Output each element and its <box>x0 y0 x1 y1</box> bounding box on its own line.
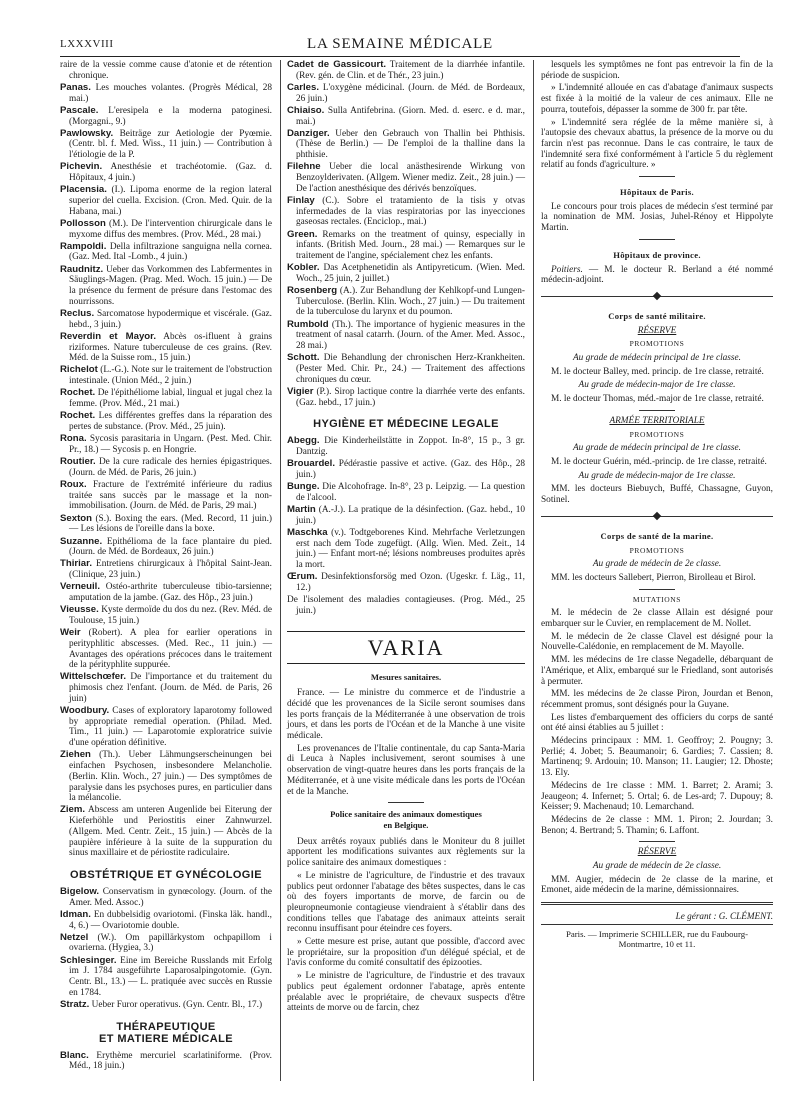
author-name: Placensia. <box>60 184 107 196</box>
bibliography-entry <box>60 242 272 263</box>
bibliography-entry <box>287 129 525 161</box>
label-mutations: MUTATIONS <box>632 594 682 604</box>
bibliography-list <box>60 1051 272 1072</box>
entry-text: Das Acetphenetidin als Antipyreticum. (Wien. Med. Woch., 25 juin, 2 juillet.) <box>296 263 526 284</box>
bibliography-entry <box>60 1051 272 1072</box>
double-rule <box>541 902 773 905</box>
bibliography-entry <box>287 230 525 262</box>
column-divider <box>533 60 534 1081</box>
city-name: Poitiers. <box>551 264 583 275</box>
entry-text: En dubbelsidig ovariotomi. (Finska läk. handl., 4, 6.) — Ovariotomie double. <box>69 909 272 931</box>
varia-heading: VARIA <box>287 631 525 664</box>
entry-text: Die Behandlung der chronischen Herz-Krankheiten. (Pester Med. Chir. Pr., 24.) — Traitement des affections chroniques du cœur. <box>296 353 525 385</box>
entry-text: L'eresipela e la moderna patoginesi. (Morgagni., 9.) <box>69 105 272 127</box>
entry-text: (Th.). The importance of hygienic measures in the treatment of nasal catarrh. (Journ. of the Amer. Med. Assoc., 28 mai.) <box>296 319 525 352</box>
label-promotions: PROMOTIONS <box>629 429 685 439</box>
bibliography-entry <box>60 83 272 104</box>
author-name: Martin <box>287 504 316 516</box>
entry-text: (S.). Boxing the ears. (Med. Record, 11 juin.) — Les lésions de l'oreille dans la boxe. <box>69 513 272 535</box>
paragraph: » Cette mesure est prise, autant que possible, d'accord avec le propriétaire, sur la proposition d'un délégué spécial, et de l'avis conforme du comité consultatif des épizooties. <box>287 937 525 969</box>
bibliography-entry <box>287 286 525 318</box>
subheading-corps-marine: Corps de santé de la marine. <box>600 530 714 541</box>
entry-text: Anesthésie et trachéotomie. (Gaz. d. Hôpitaux, 4 juin.) <box>69 162 272 184</box>
subheading-corps-militaire: Corps de santé militaire. <box>608 310 706 321</box>
bibliography-entry <box>287 320 525 352</box>
column-1 <box>60 60 272 1074</box>
bibliography-entry <box>60 933 272 954</box>
paragraph: Médecins principaux : MM. 1. Geoffroy; 2. Pougny; 3. Perlié; 4. Jobet; 5. Beaumanoir; 6. Gardies; 7. Cassien; 8. Martinenq; 9. Ardouin; 10. Manson; 11. Laugier; 12. Dhoste; 13. Ely. <box>541 736 773 779</box>
bibliography-list <box>287 60 525 408</box>
author-name: Kobler. <box>287 262 320 274</box>
entry-text: L'oxygène médicinal. (Journ. de Méd. de Bordeaux, 26 juin.) <box>296 82 525 104</box>
entry-text: Ueber die local anästhesirende Wirkung von Benzoylderivaten. (Allgem. Wiener mediz. Zeit., 28 juin.) — De l'action anesthésique des dérivés benzoïques. <box>296 162 525 194</box>
bibliography-entry <box>287 60 525 81</box>
bibliography-entry <box>287 482 525 503</box>
paragraph <box>541 265 773 286</box>
entry-text: De l'importance et du traitement du phimosis chez l'enfant. (Journ. de Méd. de Paris, 26 juin) <box>69 672 273 704</box>
entry-text: Sycosis parasitaria in Ungarn. (Pest. Med. Chir. Pr., 18.) — Sycosis p. en Hongrie. <box>69 434 272 455</box>
paragraph: M. le médecin de 2e classe Clavel est désigné pour la Nouvelle-Calédonie, en remplacement de M. Mayolle. <box>541 631 773 653</box>
entry-text: De la cure radicale des hernies épigastriques. (Journ. de Méd. de Paris, 26 juin.) <box>69 457 272 478</box>
entry-text: De l'épithéliome labial, lingual et jugal chez la femme. (Prov. Méd., 21 mai.) <box>69 388 272 410</box>
grade-heading: Au grade de médecin-major de 1re classe. <box>578 470 736 481</box>
bibliography-entry <box>60 559 272 580</box>
paragraph: Deux arrêtés royaux publiés dans le Moniteur du 8 juillet apportent les modifications suivantes aux règlements sur la police sanitaire des animaux domestiques : <box>287 836 525 869</box>
author-name: Rochet. <box>60 387 96 399</box>
entry-text: (W.). Om papillärkystom ochpapillom i ovarierna. (Hygiea, 3.) <box>69 932 272 954</box>
bibliography-entry <box>60 457 272 478</box>
author-name: Abegg. <box>287 435 320 447</box>
entry-text: Sulla Antifebrina. (Giorn. Med. d. eserc. e d. mar., mai.) <box>296 105 525 127</box>
entry-text: (L.-G.). Note sur le traitement de l'obstruction intestinale. (Union Méd., 2 juin.) <box>69 365 273 387</box>
entry-text: Ostéo-arthrite tuberculeuse tibio-tarsienne; amputation de la jambe. (Gaz. des Hôp., 23 juin.) <box>69 582 272 604</box>
bibliography-entry <box>60 365 272 386</box>
bibliography-entry <box>60 514 272 535</box>
bibliography-entry <box>60 434 272 455</box>
author-name: Rochet. <box>60 410 96 422</box>
paragraph: MM. les médecins de 2e classe Piron, Jourdan et Benon, récemment promus, sont désignés pour la Guyane. <box>541 689 773 710</box>
bibliography-entry <box>60 805 272 859</box>
author-name: Cadet de Gassicourt. <box>287 59 387 70</box>
paragraph: MM. les docteurs Sallebert, Pierron, Birolleau et Birol. <box>551 572 756 583</box>
paragraph: « Le ministre de l'agriculture, de l'industrie et des travaux publics peut ordonner l'abatage des bêtes suspectes, dans le cas où des foyers importants de morve, de farcin ou de pleuropneumonie contagieuse viendraient à s'établir dans des conditions telles que l'abatage des animaux atteints serait reconnu insuffisant pour éteindre ces foyers. <box>287 870 525 935</box>
bibliography-entry <box>287 459 525 480</box>
subheading-hopitaux-province: Hôpitaux de province. <box>613 249 701 260</box>
author-name: Richelot <box>60 364 98 376</box>
entry-text: (I.). Lipoma enorme de la region lateral superior del cuella. Excision. (Cron. Med. Quir. de la Habana, mai.) <box>69 185 273 217</box>
author-name: Brouardel. <box>287 458 335 470</box>
bibliography-entry <box>287 436 525 457</box>
author-name: Vigier <box>287 385 314 397</box>
entry-text: (v.). Todtgeborenes Kind. Mehrfache Verletzungen erst nach dem Tode zugefügt. (Allg. Wien. Med. Zeit., 14 juin.) — Enfant mort-né; lésions nombreuses produites après la mort. <box>296 527 525 571</box>
author-name: Schlesinger. <box>60 954 117 966</box>
section-heading-therapeutique: THÉRAPEUTIQUE <box>116 1020 216 1033</box>
bibliography-entry <box>60 706 272 749</box>
author-name: Reclus. <box>60 307 95 319</box>
author-name: Verneuil. <box>60 581 100 593</box>
grade-heading: Au grade de médecin principal de 1re classe. <box>573 353 741 364</box>
entry-text: Remarks on the treatment of quinsy, especially in infants. (British Med. Journ., 28 mai.) — Remarques sur le traitement de l'angine, spécialement chez les enfants. <box>296 229 525 261</box>
author-name: Ziehen <box>60 749 91 761</box>
section-heading-hygiene: HYGIÈNE ET MÉDECINE LEGALE <box>313 418 499 431</box>
bibliography-entry <box>287 353 525 385</box>
bibliography-entry <box>60 129 272 161</box>
bibliography-entry <box>60 185 272 217</box>
subheading-hopitaux-paris: Hôpitaux de Paris. <box>620 187 694 198</box>
column-divider <box>280 60 281 1081</box>
paragraph: Médecins de 1re classe : MM. 1. Barret; 2. Arami; 3. Jeaugeon; 4. Infernet; 5. Ortal; 6. de Les-ard; 7. Dupouy; 8. Keisser; 9. Machenaud; 10. Lemarchand. <box>541 780 773 813</box>
paragraph: Les provenances de l'Italie continentale, du cap Santa-Maria di Leuca à Naples inclusivement, seront soumises à une observation de vingt-quatre heures dans les ports français de la Méditerranée, et à une visite médicale dans les ports de l'Océan et de la Manche. <box>287 743 525 797</box>
entry-text: Beiträge zur Aetiologie der Pyœmie. (Centr. bl. f. Med. Wiss., 11 juin.) — Contribution à l'étiologie de la P. <box>69 128 272 161</box>
page-number: LXXXVIII <box>60 38 114 50</box>
article-body <box>287 688 525 797</box>
bibliography-entry <box>60 1000 272 1011</box>
paragraph: MM. les docteurs Biebuych, Buffé, Chassagne, Guyon, Sotinel. <box>541 484 773 506</box>
author-name: Pollosson <box>60 217 106 229</box>
author-name: Raudnitz. <box>60 263 104 275</box>
entry-text: Entretiens chirurgicaux à l'hôpital Saint-Jean. (Clinique, 23 juin.) <box>69 559 272 581</box>
bibliography-entry <box>287 83 525 104</box>
author-name: Finlay <box>287 194 315 206</box>
bibliography-entry <box>60 332 272 364</box>
column-3 <box>541 60 773 950</box>
separator-rule <box>639 239 675 240</box>
entry-text: (A.-J.). La pratique de la désinfection. (Gaz. hebd., 10 juin.) <box>296 505 525 526</box>
entry-text: De l'isolement des maladies contagieuses. (Prog. Méd., 25 juin.) <box>287 595 525 616</box>
entry-text: Die Alcohofrage. In-8°, 23 p. Leipzig. — La question de l'alcool. <box>296 482 526 503</box>
paragraph: lesquels les symptômes ne font pas entrevoir la fin de la période de suspicion. <box>541 60 773 81</box>
author-name: Pichevin. <box>60 161 103 173</box>
author-name: Carles. <box>287 81 319 93</box>
author-name: Stratz. <box>60 998 90 1010</box>
bibliography-entry <box>287 196 525 228</box>
author-name: Bunge. <box>287 481 320 493</box>
author-name: Green. <box>287 228 318 240</box>
entry-text: Sarcomatose hypodermique et viscérale. (Gaz. hebd., 3 juin.) <box>69 308 272 330</box>
entry-text: raire de la vessie comme cause d'atonie et de rétention chronique. <box>60 60 272 81</box>
paragraph: Les listes d'embarquement des officiers du corps de santé ont été ainsi établies au 5 juillet : <box>541 712 773 734</box>
subheading-belgique: en Belgique. <box>383 819 429 830</box>
paragraph: » L'indemnité sera réglée de la même manière si, à l'autopsie des chevaux abattus, la présence de la morve ou du farcin n'est pas reconnue. Dans le cas contraire, le taux de l'indemnité sera fixé conformément à l'article 5 du règlement relatif au fonds d'agriculture. » <box>541 117 773 171</box>
label-promotions: PROMOTIONS <box>629 339 685 349</box>
page-header <box>60 38 740 56</box>
author-name: Rosenberg <box>287 285 338 297</box>
author-name: Routier. <box>60 456 96 468</box>
entry-text: Les différentes greffes dans la réparation des pertes de substance. (Prov. Méd., 25 juin). <box>69 411 272 432</box>
bibliography-list <box>287 436 525 616</box>
grade-heading: Au grade de médecin de 2e classe. <box>592 559 722 570</box>
entry-text: Desinfektionsforsög med Ozon. (Ugeskr. f. Läg., 11, 12.) <box>296 572 525 593</box>
entry-text: Della infiltrazione sanguigna nella cornea. (Gaz. Med. Ital -Lomb., 4 juin.) <box>69 241 272 263</box>
separator-rule <box>639 176 675 177</box>
entry-text: Ueber Furor operativus. (Gyn. Centr. Bl., 17.) <box>91 999 263 1010</box>
entry-text: (C.). Sobre el tratamiento de la tisis y otvas infermedades de la vias respiratorias por las inyecciones gaseosas rectales. (Enciclop., mai.) <box>296 195 525 228</box>
entry-text: Conservatism in gynœcology. (Journ. of the Amer. Med. Assoc.) <box>69 886 272 908</box>
article-body <box>541 60 773 171</box>
author-name: Chiaiso. <box>287 104 325 116</box>
author-name: Schott. <box>287 352 320 364</box>
bibliography-entry <box>60 910 272 931</box>
bibliography-entry <box>60 309 272 330</box>
column-2 <box>287 60 525 1016</box>
entry-text: Kyste dermoïde du dos du nez. (Rev. Méd. de Toulouse, 15 juin.) <box>69 605 272 626</box>
label-reserve: RÉSERVE <box>637 847 677 858</box>
paragraph: M. le docteur Guérin, méd.-princip. de 1re classe, retraité. <box>551 456 767 467</box>
author-name: Vieusse. <box>60 604 99 616</box>
entry-text: (A.). Zur Behandlung der Kehlkopf-und Lungen-Tuberculose. (Berlin. Klin. Woch., 27 juin.) — Du traitement de la tuberculose du larynx et du poumon. <box>296 286 526 318</box>
entry-text: Ueber das Vorkommen des Labfermentes in Säuglings-Magen. (Prag. Med. Woch. 15 juin.) — De la présence du ferment de présure dans l'estomac des nourrissons. <box>69 264 272 307</box>
paragraph: Médecins de 2e classe : MM. 1. Piron; 2. Jourdan; 3. Benon; 4. Bertrand; 5. Thamin; 6. Laffont. <box>541 814 773 836</box>
paragraph: M. le docteur Balley, med. princip. de 1re classe, retraité. <box>551 366 764 377</box>
bibliography-entry <box>60 480 272 512</box>
header-rule <box>60 56 740 57</box>
author-name: Netzel <box>60 931 89 943</box>
bibliography-list <box>60 60 272 859</box>
bibliography-entry <box>287 387 525 408</box>
author-name: Reverdin et Mayor. <box>60 330 157 342</box>
author-name: Panas. <box>60 81 91 93</box>
grade-heading: Au grade de médecin principal de 1re classe. <box>573 443 741 454</box>
bibliography-entry <box>60 672 272 704</box>
bibliography-entry <box>287 595 525 616</box>
separator-rule <box>639 841 675 842</box>
bibliography-entry <box>287 505 525 526</box>
author-name: Maschka <box>287 526 328 538</box>
separator-rule <box>639 410 675 411</box>
bibliography-entry <box>60 750 272 804</box>
bibliography-entry <box>60 582 272 603</box>
bibliography-entry <box>60 388 272 409</box>
subheading-police-sanitaire: Police sanitaire des animaux domestiques <box>330 809 482 820</box>
separator-rule <box>639 589 675 590</box>
grade-heading: Au grade de médecin de 2e classe. <box>592 861 722 872</box>
printer-imprint <box>541 924 773 950</box>
paragraph: MM. Augier, médecin de 2e classe de la marine, et Emonet, aide médecin de la marine, démissionnaires. <box>541 874 773 896</box>
label-armee-territoriale: ARMÉE TERRITORIALE <box>609 415 705 426</box>
entry-text: (Robert). A plea for earlier operations in perityphlitic abscesses. (Med. Rec., 11 juin.) — Avantages des opérations précoces dans le traitement de la pérityphlite suppurée. <box>69 628 272 671</box>
bibliography-entry <box>60 956 272 999</box>
bibliography-entry <box>60 411 272 432</box>
article-body <box>541 608 773 836</box>
entry-text: Abscess am unteren Augenlide bei Eiterung der Kieferhöhle und Periostitis einer Zahnwurzel. (Allgem. Med. Centr. Zeit., 15 juin.) — Abcès de la paupière inférieure à la suite de la suppuration du sinus maxillaire et de périostite radiculaire. <box>69 805 273 859</box>
author-name: Thiriar. <box>60 558 92 570</box>
paragraph: MM. les médecins de 1re classe Negadelle, débarquant de l'Amérique, et Alix, embarqué sur le Friedland, sont autorisés à permuter. <box>541 655 773 687</box>
bibliography-entry <box>60 106 272 127</box>
entry-text: Fracture de l'extrémité inférieure du radius traitée sans succès par le massage et la non-immobilisation. (Journ. de Méd. de Paris, 29 mai.) <box>69 480 272 512</box>
section-heading-obstetrique: OBSTÉTRIQUE ET GYNÉCOLOGIE <box>70 868 262 881</box>
author-name: Rona. <box>60 433 87 445</box>
bibliography-entry <box>60 60 272 81</box>
paragraph-text: — M. le docteur R. Berland a été nommé médecin-adjoint. <box>541 264 773 286</box>
ornament-rule <box>541 512 773 521</box>
journal-title: LA SEMAINE MÉDICALE <box>306 36 494 52</box>
section-heading-matiere-medicale: ET MATIERE MÉDICALE <box>99 1032 233 1045</box>
entry-text: (M.). De l'intervention chirurgicale dans le myxome diffus des membres. (Prov. Méd., 28 mai.) <box>69 218 272 240</box>
entry-text: Die Kinderheilstätte in Zoppot. In-8°, 15 p., 3 gr. Dantzig. <box>296 436 526 457</box>
ornament-rule <box>541 292 773 301</box>
author-name: Pawlowsky. <box>60 127 114 139</box>
separator-rule <box>388 802 424 803</box>
author-name: Weir <box>60 627 81 639</box>
paragraph: M. le docteur Thomas, méd.-major de 1re classe, retraité. <box>551 394 764 405</box>
bibliography-entry <box>60 628 272 671</box>
author-name: Danziger. <box>287 127 330 139</box>
entry-text: (Th.). Ueber Lähmungserscheinungen bei einfachen Psychosen, insbesondere Melancholie. (Berlin. Klin. Woch., 27 juin.) — Des symptômes de paralysie dans les psychoses pures, en particulier dans la mélancolie. <box>69 750 273 804</box>
entry-text: Epithélioma de la face plantaire du pied. (Journ. de Méd. de Bordeaux, 26 juin.) <box>69 536 272 558</box>
label-promotions: PROMOTIONS <box>629 545 685 555</box>
bibliography-list <box>60 887 272 1011</box>
author-name: Bigelow. <box>60 885 100 897</box>
gerant-signature: Le gérant : G. CLÉMENT. <box>675 911 773 922</box>
bibliography-entry <box>60 162 272 183</box>
bibliography-entry <box>287 528 525 571</box>
bibliography-entry <box>287 106 525 127</box>
article-body <box>287 837 525 1014</box>
author-name: Suzanne. <box>60 535 103 547</box>
entry-text: Les mouches volantes. (Progrès Médical, 28 mai.) <box>69 82 272 104</box>
bibliography-entry <box>287 572 525 593</box>
label-reserve: RÉSERVE <box>637 325 677 336</box>
entry-text: Abcès os-ifluent à grains riziformes. Nature tuberculeuse de ces grains. (Rev. Méd. de la Suisse rom., 15 juin.) <box>69 331 273 364</box>
paragraph: France. — Le ministre du commerce et de l'industrie a décidé que les provenances de la Sicile seront soumises dans les ports français de la Méditerranée à une observation de trois jours, et dans les ports de l'Océan et de la Manche à une visite médicale. <box>287 688 525 742</box>
author-name: Ziem. <box>60 804 86 816</box>
paragraph: Le concours pour trois places de médecin s'est terminé par la nomination de MM. Josias, Juhel-Rénoy et Hippolyte Martin. <box>541 201 773 234</box>
author-name: Rumbold <box>287 318 329 330</box>
paragraph: » L'indemnité allouée en cas d'abatage d'animaux suspects est fixée à la moitié de la valeur de ces animaux. Elle ne pourra, toutefois, dépasser la somme de 300 fr. par tête. <box>541 83 773 115</box>
grade-heading: Au grade de médecin-major de 1re classe. <box>578 380 736 391</box>
entry-text: Eine im Bereiche Russlands mit Erfolg im J. 1784 ausgeführte Laparosalpingotomie. (Gyn. Centr. Bl., 13.) — L. pratiquée avec succès en Russie en 1784. <box>69 955 272 998</box>
author-name: Filehne <box>287 161 321 173</box>
printer-line: Montmartre, 10 et 11. <box>618 939 696 950</box>
paragraph: M. le médecin de 2e classe Allain est désigné pour embarquer sur le Cuvier, en remplacement de M. Nollet. <box>541 608 773 630</box>
author-name: Pascale. <box>60 104 99 116</box>
entry-text: Pédérastie passive et active. (Gaz. des Hôp., 28 juin.) <box>296 459 525 480</box>
printer-line: Paris. — Imprimerie SCHILLER, rue du Faubourg- <box>565 928 749 939</box>
bibliography-entry <box>287 263 525 284</box>
author-name: Wittelschœfer. <box>60 671 127 683</box>
bibliography-entry <box>60 605 272 626</box>
bibliography-entry <box>60 887 272 908</box>
author-name: Sexton <box>60 512 92 524</box>
entry-text: Ueber den Gebrauch von Thallin bei Phthisis. (Thèse de Berlin.) — De l'emploi de la thalline dans la phthisie. <box>296 128 525 161</box>
entry-text: Erythème mercuriel scarlatiniforme. (Prov. Méd., 18 juin.) <box>69 1050 272 1072</box>
bibliography-entry <box>287 162 525 194</box>
entry-text: Cases of exploratory laparotomy followed by appropriate remedial operation. (Philad. Med. Tim., 11 juin.) — Laparotomie exploratrice suivie d'une opération définitive. <box>69 706 272 749</box>
author-name: Œrum. <box>287 571 318 583</box>
author-name: Rampoldi. <box>60 240 107 252</box>
author-name: Idman. <box>60 908 91 920</box>
author-name: Roux. <box>60 479 87 491</box>
bibliography-entry <box>60 537 272 558</box>
author-name: Woodbury. <box>60 705 110 717</box>
entry-text: (P.). Sirop lactique contre la diarrhée verte des enfants. (Gaz. hebd., 17 juin.) <box>296 386 525 408</box>
subheading-mesures-sanitaires: Mesures sanitaires. <box>370 671 442 682</box>
bibliography-entry <box>60 265 272 308</box>
paragraph: » Le ministre de l'agriculture, de l'industrie et des travaux publics peut également ordonner l'abatage, après entente préalable avec le propriétaire, de chevaux suspects d'être atteints de morve ou de farcin, chez <box>287 971 525 1014</box>
bibliography-entry <box>60 219 272 240</box>
entry-text: Traitement de la diarrhée infantile. (Rev. gén. de Clin. et de Thér., 23 juin.) <box>296 60 526 81</box>
author-name: Blanc. <box>60 1049 89 1061</box>
